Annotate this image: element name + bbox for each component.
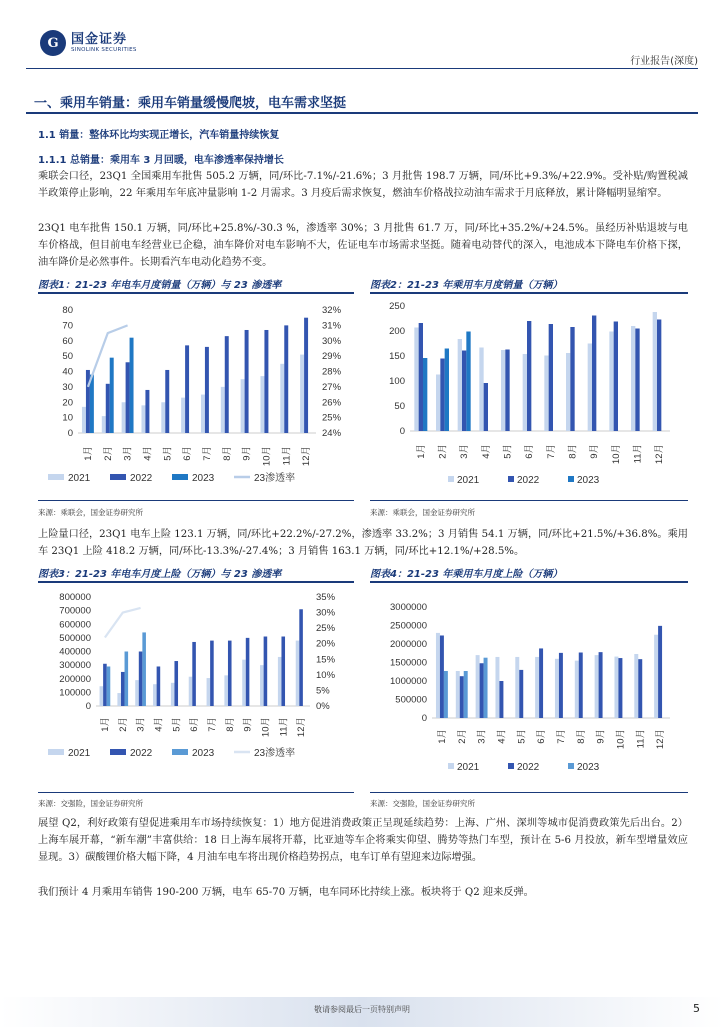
fig1-bar-2021	[161, 402, 165, 433]
fig1-bar-2021	[221, 387, 225, 433]
fig3-y2tick: 5%	[316, 685, 330, 697]
fig2-ytick: 100	[389, 376, 405, 387]
fig2-legend-swatch	[568, 476, 574, 482]
fig1-legend-label: 2021	[68, 473, 91, 484]
fig3-bar-2022	[246, 638, 250, 706]
logo-en: SINOLINK SECURITIES	[71, 46, 137, 53]
fig1-bar-2022	[225, 336, 229, 433]
fig2-bar-2021	[436, 375, 440, 432]
fig3-ytick: 100000	[59, 687, 91, 699]
fig3-legend-label: 2022	[130, 748, 153, 759]
fig3-bar-2021	[296, 641, 300, 706]
fig3-line-23渗透率	[105, 608, 141, 638]
paragraph-4: 展望 Q2，利好政策有望促进乘用车市场持续恢复：1）地方促进消费政策正呈现延续趋势：上海、广州、深圳等城市促消费政策先后出台。2）上海车展开幕，“新车潮”丰富供给：18 日上海车展将开幕，比亚迪等车企将乘实仰望、腾势等热门车型，预计在 5-6 月投放，新车型增量效应显现。3）碳酸锂价格大幅下降，4 月油车电车将出现价格趋势拐点，电车订单有望迎来边际增强。	[38, 818, 688, 863]
fig4-bar-2022	[480, 663, 484, 718]
fig1-xtick: 9月	[241, 446, 253, 461]
fig2-legend-swatch	[508, 476, 514, 482]
fig3-bar-2022	[121, 672, 125, 706]
section-title: 一、乘用车销量：乘用车销量缓慢爬坡，电车需求坚挺	[34, 96, 347, 111]
fig4-legend-label: 2022	[517, 762, 540, 773]
fig2-xtick: 8月	[567, 444, 579, 459]
fig4-ytick: 2500000	[390, 620, 427, 632]
fig2-xtick: 6月	[524, 444, 536, 459]
fig2-bar-2021	[523, 354, 527, 431]
fig2-legend-label: 2021	[457, 475, 480, 486]
fig2-bar-2021	[458, 339, 462, 431]
fig4-bar-2022	[658, 626, 662, 718]
fig2-bar-2021	[544, 356, 548, 432]
fig3-bar-2021	[135, 680, 139, 706]
fig4-xtick: 7月	[555, 729, 567, 744]
fig1-xtick: 8月	[221, 446, 233, 461]
fig4-bar-2021	[535, 657, 539, 718]
fig3-bar-2022	[228, 641, 232, 706]
fig1-source: 来源：乘联会，国金证券研究所	[38, 508, 143, 517]
fig4-bar-2021	[595, 655, 599, 718]
fig3-ytick: 400000	[59, 646, 91, 658]
fig4-xtick: 6月	[536, 729, 548, 744]
fig2-xtick: 5月	[502, 444, 514, 459]
fig1-bar-2022	[245, 330, 249, 433]
fig4-plot	[390, 602, 670, 773]
fig1-title: 图表1：21-23 年电车月度销量（万辆）与 23 渗透率	[38, 280, 282, 291]
fig4-bar-2021	[654, 635, 658, 718]
fig4-bar-2022	[460, 676, 464, 718]
fig3-legend-label: 23渗透率	[254, 748, 296, 759]
fig2-bar-2021	[566, 353, 570, 431]
fig4-xtick: 2月	[456, 729, 468, 744]
fig4-ytick: 2000000	[390, 639, 427, 650]
fig3-bar-2023	[125, 652, 129, 707]
fig1-bar-2021	[102, 416, 106, 433]
fig2-bar-2022	[484, 383, 488, 431]
fig1-bar-2022	[165, 370, 169, 433]
fig4-bar-2021	[436, 633, 440, 718]
fig4-bar-2021	[495, 657, 499, 718]
fig4-legend-swatch	[568, 763, 574, 769]
fig3-xtick: 2月	[117, 717, 129, 732]
fig3-ytick: 0	[85, 701, 91, 712]
paragraph-2: 23Q1 电车批售 150.1 万辆，同/环比+25.8%/-30.3 %，渗透率 30%；3 月批售 61.7 万，同/环比+35.2%/+24.5%。虽经历补贴退坡与电车价格战，但目前电车经营业已企稳，油车降价对电车影响不大，佐证电车市场需求坚挺。随着电动替代的深入，电池成本下降电车价格下探，油车降价是必然事件。长期看汽车电动化趋势不变。	[38, 223, 688, 268]
fig2-bar-2021	[588, 344, 592, 432]
fig3-bar-2021	[189, 677, 193, 706]
fig3-bar-2021	[171, 683, 175, 706]
fig1-legend-label: 23渗透率	[254, 473, 296, 484]
fig4-bar-2021	[634, 654, 638, 718]
fig3-xtick: 10月	[260, 717, 272, 738]
fig3-title: 图表3：21-23 年电车月度上险（万辆）与 23 渗透率	[38, 569, 282, 580]
fig4-xtick: 12月	[655, 729, 667, 750]
fig3-xtick: 8月	[224, 717, 236, 732]
fig4-xtick: 4月	[496, 729, 508, 744]
fig3-bar-2021	[153, 684, 157, 706]
fig4-bar-2022	[618, 658, 622, 718]
fig1-legend-swatch	[172, 474, 188, 480]
fig4-bar-2023	[484, 658, 488, 718]
fig1-bar-2021	[181, 398, 185, 433]
fig4-source: 来源：交强险，国金证券研究所	[370, 799, 475, 808]
fig4-bar-2022	[638, 659, 642, 718]
fig1-bar-2021	[260, 376, 264, 433]
fig4-xtick: 3月	[476, 729, 488, 744]
fig2-xtick: 3月	[459, 444, 471, 459]
fig4-ytick: 1000000	[390, 676, 427, 687]
fig3-y2tick: 30%	[316, 607, 336, 619]
fig3-bar-2021	[242, 660, 246, 706]
fig4-ytick: 500000	[395, 694, 427, 706]
fig1-bar-2021	[241, 379, 245, 433]
fig1-bar-2022	[126, 362, 130, 433]
fig4-bar-2021	[515, 657, 519, 718]
logo-cn: 国金证券	[71, 31, 128, 47]
fig2-ytick: 50	[394, 401, 405, 412]
fig1-y2tick: 32%	[322, 305, 342, 316]
fig1-ytick: 80	[62, 305, 73, 316]
fig2-bar-2021	[479, 348, 483, 432]
fig1-xtick: 12月	[301, 446, 313, 467]
fig2-legend-label: 2023	[577, 475, 600, 486]
fig3-bar-2022	[210, 641, 214, 706]
fig1-y2tick: 27%	[322, 381, 342, 393]
fig1-bar-2023	[110, 358, 114, 433]
fig4-xtick: 5月	[516, 729, 528, 744]
fig3-bar-2022	[264, 637, 268, 706]
fig2-bar-2021	[609, 332, 613, 432]
fig3-y2tick: 0%	[316, 701, 330, 712]
fig1-xtick: 4月	[142, 446, 154, 461]
paragraph-1: 乘联会口径，23Q1 全国乘用车批售 505.2 万辆，同/环比-7.1%/-21.6%；3 月批售 198.7 万辆，同/环比+9.3%/+22.9%。受补贴/购置税减半政策停止影响，22 年乘用车年底冲量影响 1-2 月需求。3 月疫后需求恢复，燃油车价格战拉动油车需求于月底释放，累计降幅明显缩窄。	[38, 171, 688, 199]
section-divider	[26, 112, 698, 114]
fig4-xtick: 1月	[436, 729, 448, 744]
paragraph-5: 我们预计 4 月乘用车销售 190-200 万辆，电车 65-70 万辆，电车同环比持续上涨。板块将于 Q2 迎来反弹。	[38, 887, 534, 898]
fig1-xtick: 6月	[182, 446, 194, 461]
fig2-ytick: 150	[389, 351, 405, 362]
fig4-ytick: 3000000	[390, 602, 427, 613]
fig1-bar-2021	[122, 402, 126, 433]
fig2-bar-2022	[657, 320, 661, 432]
fig1-bar-2021	[300, 355, 304, 433]
fig3-ytick: 600000	[59, 619, 91, 631]
fig3-xtick: 6月	[189, 717, 201, 732]
fig3-xtick: 11月	[278, 717, 290, 737]
fig3-ytick: 800000	[59, 592, 91, 603]
fig3-bar-2021	[278, 657, 282, 706]
fig4-legend-label: 2023	[577, 762, 600, 773]
fig4-ytick: 0	[421, 713, 427, 724]
fig1-bar-2022	[284, 325, 288, 433]
fig1-bar-2021	[82, 407, 86, 433]
fig4-legend-swatch	[508, 763, 514, 769]
fig3-legend-label: 2021	[68, 748, 91, 759]
fig4-ytick: 1500000	[390, 657, 427, 669]
fig2-bar-2021	[631, 326, 635, 431]
fig2-legend-swatch	[448, 476, 454, 482]
fig2-title: 图表2：21-23 年乘用车月度销量（万辆）	[370, 280, 563, 291]
header-divider	[26, 68, 698, 69]
fig1-ytick: 0	[67, 428, 73, 439]
fig3-xtick: 4月	[153, 717, 165, 732]
fig3-xtick: 5月	[171, 717, 183, 732]
fig2-bar-2023	[466, 332, 470, 432]
fig2-bar-2023	[445, 349, 449, 432]
fig2-bar-2022	[570, 327, 574, 431]
fig2-xtick: 1月	[415, 444, 427, 459]
fig1-y2tick: 29%	[322, 351, 342, 363]
fig4-xtick: 11月	[635, 729, 647, 749]
fig3-bar-2022	[281, 637, 285, 706]
fig2-ytick: 250	[389, 301, 405, 312]
fig1-xtick: 1月	[82, 446, 94, 461]
fig1-xtick: 7月	[201, 446, 213, 461]
subsection-title: 1.1 销量：整体环比均实现正增长，汽车销量持续恢复	[38, 130, 280, 141]
fig1-ytick: 10	[62, 412, 73, 424]
fig3-source: 来源：交强险，国金证券研究所	[38, 799, 143, 808]
fig4-bar-2022	[559, 653, 563, 718]
fig1-y2tick: 24%	[322, 428, 342, 439]
fig1-xtick: 3月	[122, 446, 134, 461]
fig3-bar-2022	[157, 666, 161, 706]
fig3-xtick: 1月	[99, 717, 111, 732]
fig1-bar-2021	[280, 364, 284, 433]
fig4-legend-label: 2021	[457, 762, 480, 773]
fig3-y2tick: 35%	[316, 592, 336, 603]
fig3-legend-swatch	[172, 749, 188, 755]
fig3-y2tick: 20%	[316, 638, 336, 650]
fig3-bar-2021	[224, 675, 228, 706]
fig4-bar-2022	[579, 653, 583, 718]
fig3-ytick: 200000	[59, 673, 91, 685]
fig3-y2tick: 10%	[316, 669, 336, 681]
fig2-bottom-rule	[370, 500, 688, 501]
doc-type: 行业报告(深度)	[630, 56, 698, 67]
fig1-bar-2022	[205, 347, 209, 433]
fig3-y2tick: 15%	[316, 654, 336, 666]
fig2-bar-2022	[462, 351, 466, 432]
fig3-bar-2023	[107, 666, 111, 706]
fig2-title-rule	[370, 292, 688, 294]
fig2-bar-2022	[549, 324, 553, 431]
company-logo	[40, 30, 170, 56]
fig1-ytick: 70	[62, 320, 73, 332]
fig3-xtick: 12月	[296, 717, 308, 738]
fig2-xtick: 9月	[589, 444, 601, 459]
fig3-bar-2023	[142, 632, 146, 706]
fig2-bar-2022	[505, 350, 509, 432]
fig1-bottom-rule	[38, 500, 354, 501]
fig2-bar-2022	[592, 316, 596, 432]
fig1-bar-2021	[201, 395, 205, 433]
fig2-ytick: 0	[399, 426, 405, 437]
fig2-ytick: 200	[389, 326, 405, 337]
page-number: 5	[693, 1002, 700, 1015]
fig3-bar-2021	[117, 693, 121, 706]
fig2-xtick: 11月	[632, 444, 644, 464]
fig1-y2tick: 26%	[322, 397, 342, 409]
fig4-bar-2022	[599, 652, 603, 718]
fig1-bar-2022	[145, 390, 149, 433]
fig2-legend-label: 2022	[517, 475, 540, 486]
fig2-bar-2021	[653, 312, 657, 431]
fig2-bar-2022	[614, 322, 618, 432]
fig4-chart	[370, 587, 688, 787]
fig4-bar-2022	[499, 681, 503, 718]
fig3-bar-2022	[139, 652, 143, 707]
fig4-bar-2021	[575, 661, 579, 718]
fig1-ytick: 60	[62, 335, 73, 347]
fig4-title: 图表4：21-23 年乘用车月度上险（万辆）	[370, 569, 563, 580]
fig3-xtick: 9月	[242, 717, 254, 732]
fig1-ytick: 50	[62, 351, 73, 363]
fig1-bar-2022	[106, 384, 110, 433]
fig4-legend-swatch	[448, 763, 454, 769]
fig4-title-rule	[370, 581, 688, 583]
fig1-bar-2022	[264, 330, 268, 433]
fig1-bar-2022	[304, 318, 308, 433]
fig4-bar-2023	[464, 671, 468, 718]
fig1-ytick: 40	[62, 366, 73, 378]
fig4-bottom-rule	[370, 792, 688, 793]
fig3-bottom-rule	[38, 792, 354, 793]
fig2-bar-2022	[440, 359, 444, 432]
fig3-legend-swatch	[110, 749, 126, 755]
fig1-bar-2023	[130, 338, 134, 433]
fig1-ytick: 20	[62, 397, 73, 409]
fig4-bar-2023	[444, 671, 448, 718]
fig3-ytick: 300000	[59, 660, 91, 672]
fig1-xtick: 11月	[281, 446, 293, 466]
fig2-chart	[370, 298, 688, 498]
fig2-source: 来源：乘联会，国金证券研究所	[370, 508, 475, 517]
fig2-bar-2022	[419, 323, 423, 431]
fig4-xtick: 9月	[595, 729, 607, 744]
fig1-y2tick: 25%	[322, 412, 342, 424]
fig3-legend-swatch	[48, 749, 64, 755]
fig1-xtick: 5月	[162, 446, 174, 461]
subsubsection-title: 1.1.1 总销量：乘用车 3 月回暖，电车渗透率保持增长	[38, 155, 284, 166]
fig3-chart	[38, 587, 354, 787]
fig3-legend-label: 2023	[192, 748, 215, 759]
fig2-xtick: 2月	[437, 444, 449, 459]
fig4-xtick: 8月	[575, 729, 587, 744]
fig4-bar-2021	[456, 671, 460, 718]
footer-disclaimer: 敬请参阅最后一页特别声明	[314, 1005, 410, 1014]
fig1-legend-label: 2022	[130, 473, 153, 484]
fig2-plot	[389, 301, 670, 486]
fig1-plot	[48, 305, 342, 484]
fig3-ytick: 500000	[59, 632, 91, 644]
fig2-bar-2022	[635, 329, 639, 432]
fig4-bar-2021	[555, 659, 559, 718]
fig2-xtick: 12月	[654, 444, 666, 465]
fig1-xtick: 2月	[102, 446, 114, 461]
fig1-legend-swatch	[110, 474, 126, 480]
fig1-title-rule	[38, 292, 354, 294]
fig1-y2tick: 30%	[322, 335, 342, 347]
fig2-bar-2023	[423, 358, 427, 431]
fig3-bar-2021	[207, 678, 211, 706]
fig4-bar-2022	[519, 670, 523, 718]
paragraph-3: 上险量口径，23Q1 电车上险 123.1 万辆，同/环比+22.2%/-27.2%，渗透率 33.2%；3 月销售 54.1 万辆，同/环比+21.5%/+36.8%。乘用车 23Q1 上险 418.2 万辆，同/环比-13.3%/-27.4%；3 月销售 163.1 万辆，同/环比+12.1%/+28.5%。	[38, 529, 688, 557]
fig3-bar-2022	[299, 609, 303, 706]
logo-icon: G	[40, 30, 66, 56]
fig4-bar-2022	[440, 635, 444, 718]
fig1-y2tick: 31%	[322, 320, 342, 332]
fig3-y2tick: 25%	[316, 623, 336, 635]
fig1-bar-2023	[90, 375, 94, 433]
fig2-bar-2021	[414, 328, 418, 432]
fig2-xtick: 7月	[545, 444, 557, 459]
fig2-bar-2022	[527, 321, 531, 431]
fig1-bar-2022	[185, 345, 189, 433]
fig3-plot	[48, 592, 336, 759]
fig3-bar-2022	[192, 642, 196, 706]
fig2-xtick: 4月	[480, 444, 492, 459]
fig3-xtick: 3月	[135, 717, 147, 732]
fig3-bar-2021	[260, 665, 264, 706]
fig3-title-rule	[38, 581, 354, 583]
fig4-bar-2021	[476, 655, 480, 718]
fig2-bar-2021	[501, 350, 505, 431]
fig3-bar-2022	[174, 661, 178, 706]
fig4-xtick: 10月	[615, 729, 627, 750]
fig1-legend-swatch	[48, 474, 64, 480]
fig3-ytick: 700000	[59, 605, 91, 617]
fig1-y2tick: 28%	[322, 366, 342, 378]
fig3-bar-2022	[103, 664, 107, 706]
fig1-xtick: 10月	[261, 446, 273, 467]
fig1-bar-2021	[141, 405, 145, 433]
fig1-ytick: 30	[62, 381, 73, 393]
fig4-bar-2022	[539, 648, 543, 718]
fig4-bar-2021	[614, 657, 618, 718]
fig1-legend-label: 2023	[192, 473, 215, 484]
fig1-bar-2022	[86, 370, 90, 433]
fig2-xtick: 10月	[610, 444, 622, 465]
fig1-chart	[38, 298, 354, 498]
fig3-bar-2021	[100, 686, 104, 706]
fig3-xtick: 7月	[206, 717, 218, 732]
